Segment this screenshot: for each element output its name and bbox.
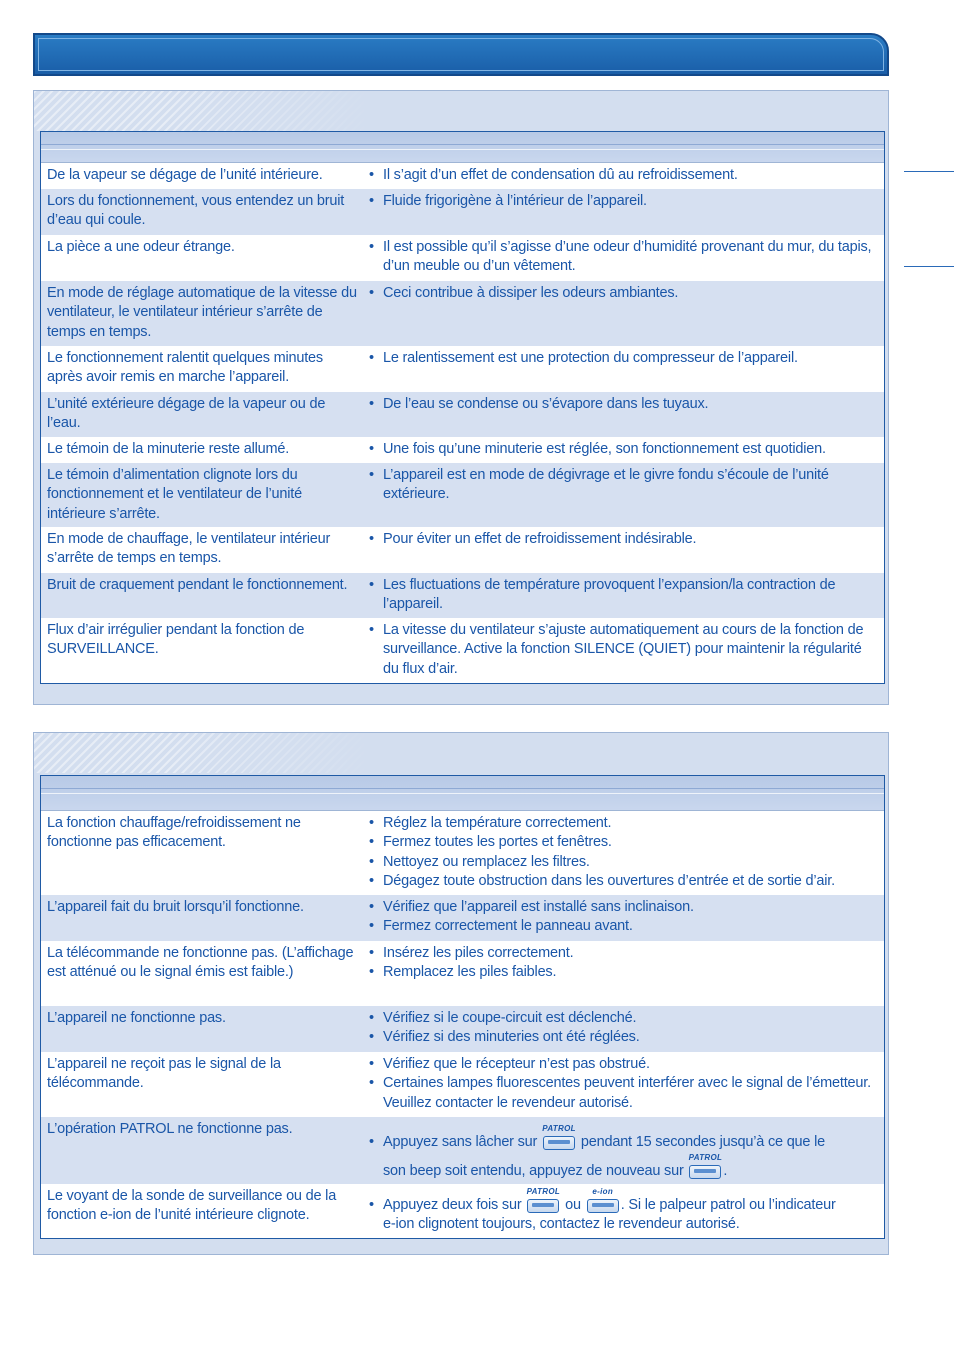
explanation-list bbox=[369, 530, 875, 549]
table-row bbox=[41, 235, 884, 281]
explanation-item: • Insérez les piles correctement. bbox=[369, 944, 875, 963]
symptom-text: L’appareil ne reçoit pas le signal de la télécommande. bbox=[47, 1056, 281, 1092]
explanation-item bbox=[369, 1124, 875, 1182]
table-row bbox=[41, 463, 884, 527]
explanation-item: • Le ralentissement est une protection du compresseur de l’appareil. bbox=[369, 349, 875, 368]
explanation-text: ou bbox=[565, 1197, 581, 1213]
symptom-text: L’unité extérieure dégage de la vapeur ou de l’eau. bbox=[47, 396, 326, 432]
explanation-item: • Une fois qu’une minuterie est réglée, son fonctionnement est quotidien. bbox=[369, 440, 875, 459]
table-row bbox=[41, 573, 884, 618]
explanation-list bbox=[369, 1009, 875, 1048]
symptom-text: La fonction chauffage/refroidissement ne fonctionne pas efficacement. bbox=[47, 815, 301, 851]
table-row bbox=[41, 1184, 884, 1238]
explanation-list bbox=[369, 1187, 875, 1235]
patrol-button-caption: PATROL bbox=[688, 1153, 723, 1162]
explanation-list bbox=[369, 621, 875, 679]
normal-symptoms-panel bbox=[33, 90, 889, 705]
explanation-item: • Pour éviter un effet de refroidissement indésirable. bbox=[369, 530, 875, 549]
explanation-item: • Il s’agit d’un effet de condensation dû au refroidissement. bbox=[369, 166, 875, 185]
symptom-text: Le témoin de la minuterie reste allumé. bbox=[47, 441, 290, 457]
explanation-line bbox=[383, 1215, 875, 1234]
explanation-list bbox=[369, 284, 875, 303]
symptom-text: Flux d’air irrégulier pendant la fonction de SURVEILLANCE. bbox=[47, 622, 305, 658]
explanation-list bbox=[369, 192, 875, 211]
explanation-list bbox=[369, 440, 875, 459]
explanation-text: e-ion clignotent toujours, contactez le revendeur autorisé. bbox=[383, 1216, 740, 1233]
explanation-list bbox=[369, 166, 875, 185]
table-row bbox=[41, 811, 884, 895]
table-header bbox=[41, 132, 884, 163]
explanation-list bbox=[369, 814, 875, 892]
explanation-text: son beep soit entendu, appuyez de nouveau sur bbox=[383, 1163, 684, 1179]
explanation-item: • Vérifiez que l’appareil est installé sans inclinaison. bbox=[369, 898, 875, 917]
page-header-banner bbox=[33, 33, 889, 76]
symptom-text: En mode de réglage automatique de la vitesse du ventilateur, le ventilateur intérieur s’arrête de temps en temps. bbox=[47, 285, 357, 340]
table-row bbox=[41, 1052, 884, 1117]
explanation-item bbox=[369, 1187, 875, 1235]
explanation-item: • Fermez toutes les portes et fenêtres. bbox=[369, 833, 875, 852]
symptom-text: Bruit de craquement pendant le fonctionnement. bbox=[47, 577, 348, 593]
patrol-button-icon bbox=[541, 1124, 577, 1151]
explanation-item: • Fermez correctement le panneau avant. bbox=[369, 917, 875, 936]
table-header bbox=[41, 776, 884, 811]
explanation-item: • L’appareil est en mode de dégivrage et le givre fondu s’écoule de l’unité extérieure. bbox=[369, 466, 875, 505]
table-row bbox=[41, 895, 884, 941]
normal-symptoms-table bbox=[40, 131, 885, 684]
symptom-text: La télécommande ne fonctionne pas. (L’affichage est atténué ou le signal émis est faible.) bbox=[47, 945, 354, 981]
explanation-text: Appuyez sans lâcher sur bbox=[383, 1134, 538, 1150]
symptom-text: Le fonctionnement ralentit quelques minutes après avoir remis en marche l’appareil. bbox=[47, 350, 323, 386]
explanation-item: • Certaines lampes fluorescentes peuvent interférer avec le signal de l’émetteur. Veuillez contacter le revendeur autorisé. bbox=[369, 1074, 875, 1113]
patrol-button-caption: PATROL bbox=[542, 1124, 576, 1133]
explanation-list bbox=[369, 466, 875, 505]
explanation-item: • Les fluctuations de température provoquent l’expansion/la contraction de l’appareil. bbox=[369, 576, 875, 615]
explanation-item: • Ceci contribue à dissiper les odeurs ambiantes. bbox=[369, 284, 875, 303]
explanation-list bbox=[369, 1055, 875, 1113]
explanation-item: • De l’eau se condense ou s’évapore dans les tuyaux. bbox=[369, 395, 875, 414]
table-row bbox=[41, 618, 884, 683]
symptom-text: Le témoin d’alimentation clignote lors du fonctionnement et le ventilateur de l’unité intérieure s’arrête. bbox=[47, 467, 302, 522]
explanation-item: • Vérifiez si des minuteries ont été réglées. bbox=[369, 1028, 875, 1047]
explanation-list bbox=[369, 944, 875, 983]
table-row bbox=[41, 163, 884, 189]
symptom-text: De la vapeur se dégage de l’unité intérieure. bbox=[47, 167, 323, 183]
table-row bbox=[41, 392, 884, 437]
explanation-list bbox=[369, 349, 875, 368]
explanation-list bbox=[369, 1124, 875, 1182]
explanation-item: • Remplacez les piles faibles. bbox=[369, 963, 875, 982]
check-symptoms-panel bbox=[33, 732, 889, 1255]
symptom-text: Lors du fonctionnement, vous entendez un bruit d’eau qui coule. bbox=[47, 193, 345, 229]
table-row bbox=[41, 527, 884, 573]
explanation-list bbox=[369, 576, 875, 615]
explanation-line bbox=[383, 1187, 875, 1215]
explanation-line bbox=[383, 1124, 875, 1153]
patrol-key-shape bbox=[527, 1199, 559, 1213]
patrol-key-shape bbox=[543, 1136, 575, 1150]
explanation-list bbox=[369, 238, 875, 277]
explanation-item: • Fluide frigorigène à l’intérieur de l’appareil. bbox=[369, 192, 875, 211]
symptom-text: Le voyant de la sonde de surveillance ou de la fonction e-ion de l’unité intérieure clignote. bbox=[47, 1188, 337, 1224]
explanation-text: . bbox=[723, 1163, 728, 1179]
side-margin-rule-bottom bbox=[904, 266, 954, 267]
check-symptoms-table bbox=[40, 775, 885, 1239]
table-row bbox=[41, 281, 884, 346]
explanation-item: • Vérifiez que le récepteur n’est pas obstrué. bbox=[369, 1055, 875, 1074]
symptom-text: L’opération PATROL ne fonctionne pas. bbox=[47, 1121, 293, 1137]
patrol-button-caption: PATROL bbox=[526, 1187, 561, 1196]
table-row bbox=[41, 346, 884, 392]
explanation-text: Appuyez deux fois sur bbox=[383, 1197, 522, 1213]
table-row bbox=[41, 437, 884, 463]
explanation-item: • Il est possible qu’il s’agisse d’une odeur d’humidité provenant du mur, du tapis, d’un meuble ou d’un vêtement. bbox=[369, 238, 875, 277]
explanation-line bbox=[383, 1153, 875, 1182]
explanation-item: • La vitesse du ventilateur s’ajuste automatiquement au cours de la fonction de surveillance. Active la fonction SILENCE (QUIET) pour maintenir la régularité du flux d’air. bbox=[369, 621, 875, 679]
explanation-item: • Dégagez toute obstruction dans les ouvertures d’entrée et de sortie d’air. bbox=[369, 872, 875, 891]
symptom-text: La pièce a une odeur étrange. bbox=[47, 239, 235, 255]
patrol-button-icon bbox=[525, 1187, 561, 1214]
table-row bbox=[41, 941, 884, 1006]
symptom-text: En mode de chauffage, le ventilateur intérieur s’arrête de temps en temps. bbox=[47, 531, 331, 567]
patrol-button-icon bbox=[687, 1153, 723, 1180]
explanation-item: • Vérifiez si le coupe-circuit est déclenché. bbox=[369, 1009, 875, 1028]
explanation-text: pendant 15 secondes jusqu’à ce que le bbox=[580, 1134, 826, 1150]
side-margin-rule-top bbox=[904, 171, 954, 172]
table-row bbox=[41, 189, 884, 235]
explanation-list bbox=[369, 898, 875, 937]
eion-button-caption: e-ion bbox=[592, 1187, 614, 1196]
explanation-text: . Si le palpeur patrol ou l’indicateur bbox=[620, 1197, 836, 1213]
eion-key-shape bbox=[587, 1199, 619, 1213]
explanation-item: • Réglez la température correctement. bbox=[369, 814, 875, 833]
table-row bbox=[41, 1006, 884, 1052]
explanation-item: • Nettoyez ou remplacez les filtres. bbox=[369, 853, 875, 872]
symptom-text: L’appareil fait du bruit lorsqu’il fonctionne. bbox=[47, 899, 304, 915]
table-row bbox=[41, 1117, 884, 1184]
panel-header-stripes bbox=[34, 91, 374, 131]
symptom-text: L’appareil ne fonctionne pas. bbox=[47, 1010, 226, 1026]
eion-button-icon bbox=[585, 1187, 621, 1214]
panel-header-stripes bbox=[34, 733, 374, 773]
patrol-key-shape bbox=[689, 1165, 721, 1179]
explanation-list bbox=[369, 395, 875, 414]
